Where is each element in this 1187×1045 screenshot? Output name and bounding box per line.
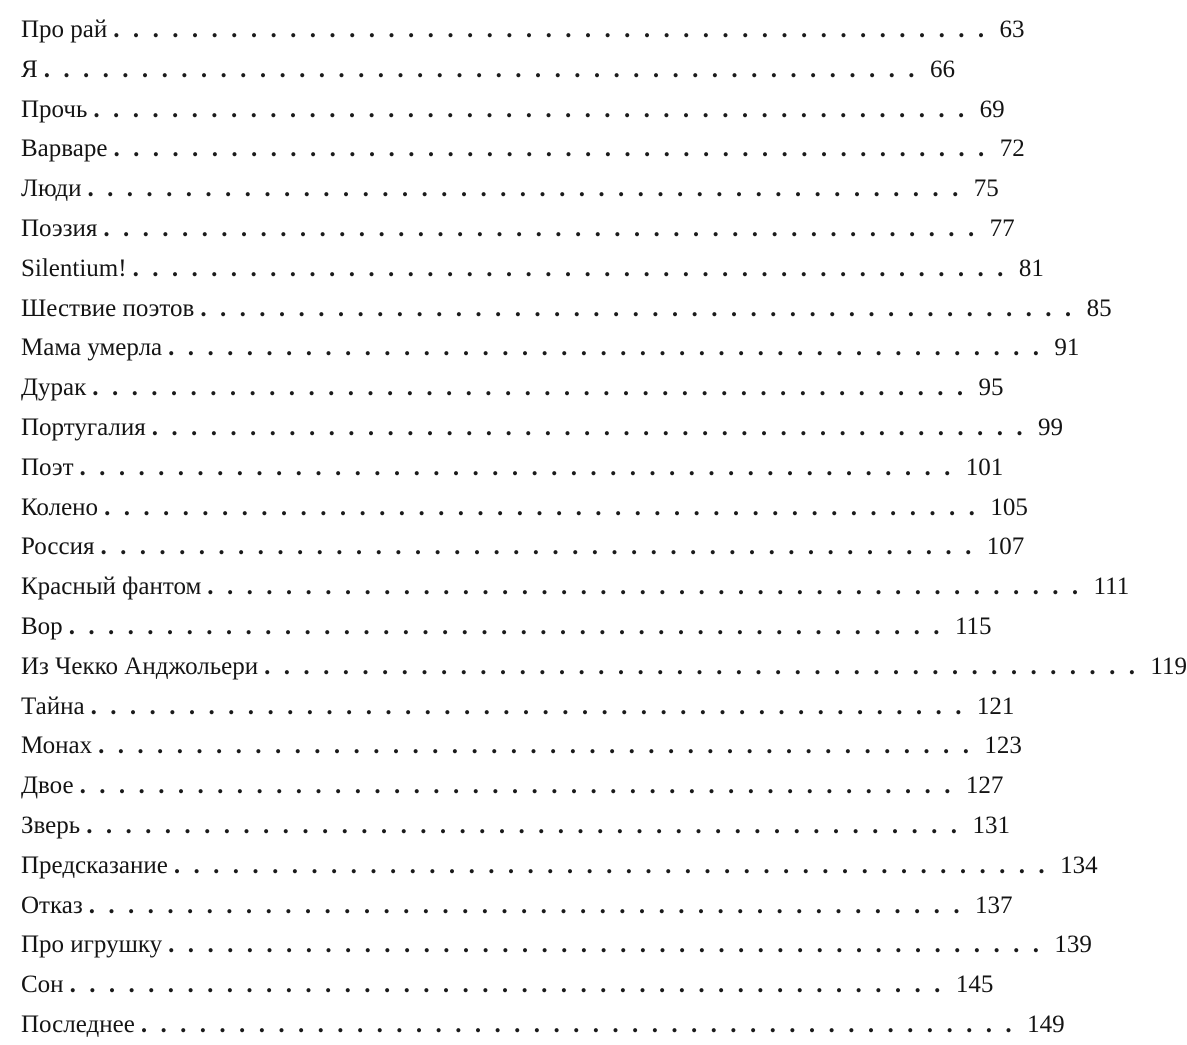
toc-entry: [21, 607, 992, 647]
toc-entry: [21, 169, 999, 209]
leader-dots: .............................................: [88, 891, 973, 919]
toc-entry: [21, 368, 1004, 408]
leader-dots: .............................................: [151, 413, 1036, 441]
leader-dots: .............................................: [87, 175, 972, 203]
leader-dots: .............................................: [173, 851, 1059, 879]
toc-entry-title: Поэт: [21, 453, 74, 481]
leader-dots: .............................................: [68, 612, 953, 640]
toc-entry-title: Из Чекко Анджольери: [21, 652, 259, 680]
leader-dots: .............................................: [113, 135, 998, 163]
toc-entry: [21, 806, 1010, 846]
toc-entry: [21, 1005, 1065, 1045]
toc-entry-page: 107: [986, 533, 1025, 561]
toc-entry: [21, 726, 1022, 766]
toc-entry-title: Красный фантом: [21, 573, 202, 601]
leader-dots: .............................................: [104, 493, 989, 521]
toc-entry: [21, 846, 1098, 886]
toc-entry-title: Мама умерла: [21, 334, 163, 362]
leader-dots: .............................................: [140, 1010, 1026, 1038]
toc-entry: [21, 129, 1025, 169]
toc-entry-title: Вор: [21, 612, 63, 640]
toc-entry: [21, 886, 1013, 926]
toc-entry-title: Монах: [21, 732, 93, 760]
toc-entry-page: 127: [965, 772, 1004, 800]
table-of-contents: [21, 10, 1187, 1045]
toc-entry-page: 69: [979, 95, 1005, 123]
toc-entry-title: Тайна: [21, 692, 85, 720]
leader-dots: .............................................: [43, 55, 928, 83]
toc-entry-title: Прочь: [21, 95, 88, 123]
toc-entry: [21, 567, 1130, 607]
toc-entry-page: 91: [1054, 334, 1080, 362]
toc-entry: [21, 448, 1004, 488]
toc-entry-page: 115: [954, 612, 992, 640]
leader-dots: .............................................: [264, 652, 1149, 680]
toc-entry-page: 85: [1086, 294, 1112, 322]
toc-entry: [21, 408, 1063, 448]
toc-entry: [21, 209, 1015, 249]
leader-dots: .............................................: [168, 931, 1053, 959]
toc-entry-page: 111: [1093, 573, 1130, 601]
toc-entry: [21, 90, 1005, 130]
toc-entry: [21, 289, 1112, 329]
leader-dots: .............................................: [103, 214, 988, 242]
toc-entry-title: Отказ: [21, 891, 83, 919]
toc-entry-page: 121: [976, 692, 1015, 720]
toc-entry-page: 101: [965, 453, 1004, 481]
leader-dots: .............................................: [79, 453, 964, 481]
leader-dots: .............................................: [98, 732, 983, 760]
leader-dots: .............................................: [113, 16, 998, 43]
toc-entry-title: Россия: [21, 533, 95, 561]
toc-entry-page: 137: [974, 891, 1013, 919]
toc-entry-title: Сон: [21, 971, 64, 999]
toc-entry-page: 75: [973, 175, 999, 203]
toc-entry: [21, 50, 955, 90]
toc-entry-title: Варваре: [21, 135, 108, 163]
toc-entry: [21, 10, 1025, 50]
toc-entry-title: Я: [21, 55, 38, 83]
leader-dots: .............................................: [132, 254, 1017, 282]
toc-entry-title: Про игрушку: [21, 931, 163, 959]
toc-entry-title: Португалия: [21, 413, 146, 441]
toc-entry: [21, 766, 1004, 806]
toc-entry-page: 99: [1038, 413, 1063, 441]
leader-dots: .............................................: [79, 772, 964, 800]
toc-entry-page: 95: [978, 374, 1004, 402]
toc-entry-page: 134: [1060, 851, 1098, 879]
toc-entry-page: 131: [972, 811, 1010, 839]
leader-dots: .............................................: [100, 533, 985, 561]
leader-dots: .............................................: [200, 294, 1085, 322]
toc-entry-title: Последнее: [21, 1010, 135, 1038]
leader-dots: .............................................: [69, 971, 954, 999]
toc-entry-title: Silentium!: [21, 254, 127, 282]
toc-entry: [21, 965, 994, 1005]
toc-entry: [21, 925, 1092, 965]
leader-dots: .............................................: [86, 811, 971, 839]
toc-entry-page: 139: [1054, 931, 1092, 959]
toc-entry-title: Колено: [21, 493, 99, 521]
toc-entry-page: 119: [1150, 652, 1187, 680]
toc-entry-page: 105: [990, 493, 1028, 521]
toc-entry: [21, 527, 1025, 567]
toc-entry-page: 63: [999, 16, 1025, 43]
toc-entry-title: Люди: [21, 175, 82, 203]
leader-dots: .............................................: [93, 95, 978, 123]
toc-entry-title: Зверь: [21, 811, 81, 839]
toc-entry-page: 81: [1018, 254, 1044, 282]
toc-entry-page: 72: [999, 135, 1025, 163]
leader-dots: .............................................: [168, 334, 1053, 362]
toc-entry-title: Предсказание: [21, 851, 168, 879]
leader-dots: .............................................: [207, 573, 1092, 601]
toc-entry: [21, 328, 1080, 368]
toc-entry-title: Шествие поэтов: [21, 294, 195, 322]
toc-entry-page: 123: [984, 732, 1022, 760]
toc-entry: [21, 488, 1028, 528]
toc-entry-page: 66: [929, 55, 955, 83]
leader-dots: .............................................: [92, 374, 977, 402]
toc-entry-title: Двое: [21, 772, 74, 800]
toc-entry-title: Дурак: [21, 374, 87, 402]
toc-entry: [21, 687, 1015, 727]
toc-entry-title: Про рай: [21, 16, 108, 43]
toc-entry-page: 77: [989, 214, 1015, 242]
toc-entry: [21, 249, 1044, 289]
leader-dots: .............................................: [90, 692, 975, 720]
toc-entry-page: 145: [955, 971, 994, 999]
toc-entry: [21, 647, 1187, 687]
toc-entry-title: Поэзия: [21, 214, 98, 242]
toc-entry-page: 149: [1027, 1010, 1065, 1038]
